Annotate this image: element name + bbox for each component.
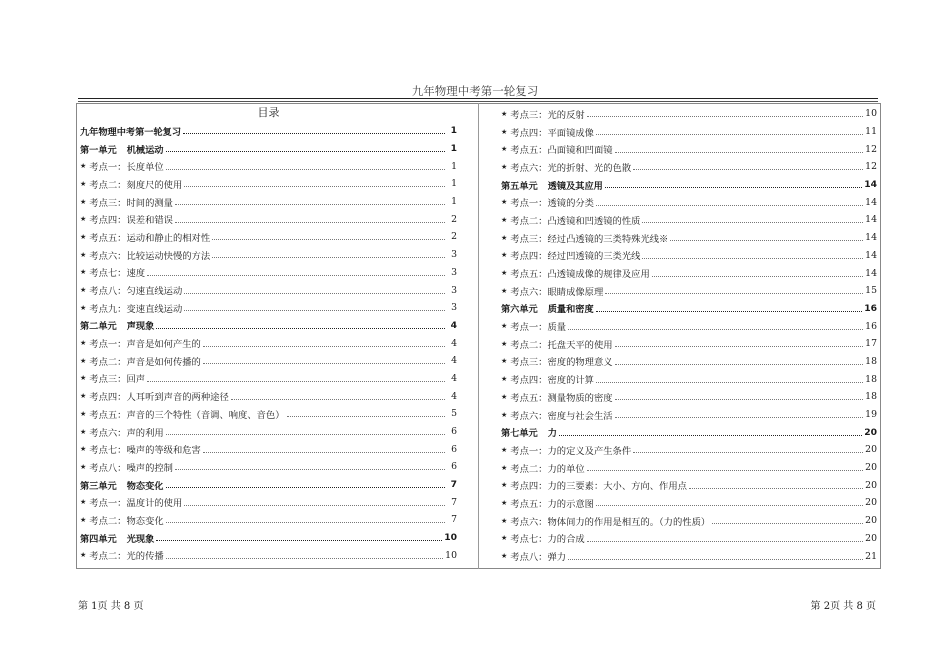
star-icon: ★ xyxy=(80,445,87,454)
column-divider xyxy=(478,103,479,569)
dot-leader xyxy=(175,204,445,205)
toc-page-number: 3 xyxy=(451,284,457,296)
toc-item[interactable] xyxy=(80,210,457,228)
toc-item-label: 考点五：运动和静止的相对性 xyxy=(89,232,211,244)
dot-leader xyxy=(203,452,445,453)
toc-page-number: 10 xyxy=(445,549,457,561)
toc-item-label: 考点六：眼睛成像原理 xyxy=(510,286,604,298)
dot-leader xyxy=(147,381,445,382)
toc-page-number: 7 xyxy=(451,496,457,508)
toc-heading: 目录 xyxy=(257,106,280,119)
toc-item-label: 考点一：声音是如何产生的 xyxy=(89,339,201,351)
toc-section[interactable] xyxy=(80,317,457,335)
toc-page-number: 14 xyxy=(865,196,877,208)
toc-left-column xyxy=(80,105,457,564)
toc-section-title: 透镜及其应用 xyxy=(547,180,603,192)
toc-section-title: 物态变化 xyxy=(126,480,164,492)
toc-section[interactable] xyxy=(80,140,457,158)
star-icon: ★ xyxy=(501,127,508,136)
toc-item-label: 考点一：质量 xyxy=(510,322,567,334)
dot-leader xyxy=(596,205,863,206)
toc-page-number: 18 xyxy=(865,391,877,403)
header-rule-secondary xyxy=(78,101,878,102)
toc-item-label: 考点六：物体间力的作用是相互的。（力的性质） xyxy=(510,516,711,528)
toc-item-label: 考点四：经过凹透镜的三类光线 xyxy=(510,251,641,263)
page-header-title: 九年物理中考第一轮复习 xyxy=(411,84,539,98)
dot-leader xyxy=(615,399,864,400)
toc-item-label: 考点五：凸透镜成像的规律及应用 xyxy=(510,269,650,281)
toc-item[interactable] xyxy=(501,530,877,548)
toc-item[interactable] xyxy=(80,228,457,246)
dot-leader xyxy=(605,293,863,294)
dot-leader xyxy=(184,293,445,294)
toc-item[interactable] xyxy=(501,247,877,265)
star-icon: ★ xyxy=(501,286,508,295)
toc-page-number: 1 xyxy=(450,143,457,155)
toc-page-number: 21 xyxy=(865,550,877,562)
toc-item-label: 考点三：光的反射 xyxy=(510,109,585,121)
star-icon: ★ xyxy=(501,357,508,366)
toc-item-label: 考点六：声的利用 xyxy=(89,427,164,439)
toc-page-number: 6 xyxy=(451,443,457,455)
dot-leader xyxy=(203,363,445,364)
toc-item-label: 考点二：力的单位 xyxy=(510,463,585,475)
toc-page-number: 18 xyxy=(865,373,877,385)
toc-item-label: 考点四：密度的计算 xyxy=(510,375,594,387)
dot-leader xyxy=(175,222,445,223)
dot-leader xyxy=(166,151,446,152)
toc-page-number: 12 xyxy=(865,161,877,173)
toc-page-number: 14 xyxy=(865,214,877,226)
toc-item[interactable] xyxy=(501,547,877,565)
star-icon: ★ xyxy=(501,269,508,278)
toc-page-number: 2 xyxy=(451,213,457,225)
dot-leader xyxy=(203,346,445,347)
dot-leader xyxy=(587,541,863,542)
toc-item-label: 考点九：变速直线运动 xyxy=(89,303,183,315)
toc-item[interactable] xyxy=(501,406,877,424)
toc-page-number: 1 xyxy=(451,178,457,190)
dot-leader xyxy=(184,505,445,506)
toc-item[interactable] xyxy=(80,246,457,264)
toc-item-label: 考点七：速度 xyxy=(89,268,146,280)
toc-section[interactable] xyxy=(501,176,877,194)
star-icon: ★ xyxy=(501,534,508,543)
star-icon: ★ xyxy=(80,462,87,471)
toc-item-label: 考点五：声音的三个特性（音调、响度、音色） xyxy=(89,409,285,421)
toc-item-label: 考点一：力的定义及产生条件 xyxy=(510,445,632,457)
dot-leader xyxy=(670,240,863,241)
star-icon: ★ xyxy=(80,374,87,383)
star-icon: ★ xyxy=(80,215,87,224)
star-icon: ★ xyxy=(80,197,87,206)
toc-item-label: 考点五：测量物质的密度 xyxy=(510,392,613,404)
dot-leader xyxy=(652,276,863,277)
toc-item[interactable] xyxy=(80,299,457,317)
toc-page-number: 20 xyxy=(865,515,877,527)
star-icon: ★ xyxy=(80,286,87,295)
dot-leader xyxy=(231,399,445,400)
toc-item-label: 考点一：透镜的分类 xyxy=(510,198,594,210)
star-icon: ★ xyxy=(80,356,87,365)
dot-leader xyxy=(596,311,863,312)
star-icon: ★ xyxy=(501,109,508,118)
dot-leader xyxy=(689,488,863,489)
toc-page-number: 1 xyxy=(450,125,457,137)
dot-leader xyxy=(184,186,445,187)
star-icon: ★ xyxy=(501,233,508,242)
toc-item-label: 考点六：光的折射、光的色散 xyxy=(510,162,632,174)
footer-page-left: 第 1页 共 8 页 xyxy=(78,601,144,612)
star-icon: ★ xyxy=(80,303,87,312)
toc-page-number: 20 xyxy=(865,444,877,456)
toc-item-label: 考点二：声音是如何传播的 xyxy=(89,356,201,368)
dot-leader xyxy=(183,133,445,134)
dot-leader xyxy=(287,416,445,417)
dot-leader xyxy=(615,152,864,153)
toc-item-label: 考点四：平面镜成像 xyxy=(510,127,594,139)
toc-section-unit: 第六单元 xyxy=(501,304,538,316)
toc-section-title: 力 xyxy=(547,428,557,440)
toc-section[interactable] xyxy=(80,529,457,547)
toc-item[interactable] xyxy=(501,193,877,211)
star-icon: ★ xyxy=(80,409,87,418)
dot-leader xyxy=(633,169,863,170)
star-icon: ★ xyxy=(80,392,87,401)
toc-item[interactable] xyxy=(501,264,877,282)
toc-right-column xyxy=(501,105,877,565)
toc-section[interactable] xyxy=(80,476,457,494)
dot-leader xyxy=(712,523,863,524)
toc-page-number: 20 xyxy=(865,497,877,509)
toc-item[interactable] xyxy=(501,353,877,371)
dot-leader xyxy=(642,222,863,223)
toc-item[interactable] xyxy=(501,105,877,123)
dot-leader xyxy=(615,417,864,418)
dot-leader xyxy=(596,505,863,506)
toc-item-label: 考点四：力的三要素：大小、方向、作用点 xyxy=(510,481,687,493)
toc-item-label: 考点七：噪声的等级和危害 xyxy=(89,445,201,457)
toc-item-label: 考点七：力的合成 xyxy=(510,534,585,546)
toc-page-number: 10 xyxy=(444,532,457,544)
star-icon: ★ xyxy=(80,515,87,524)
toc-page-number: 14 xyxy=(865,249,877,261)
toc-item[interactable] xyxy=(501,335,877,353)
toc-page-number: 7 xyxy=(450,479,457,491)
toc-item[interactable] xyxy=(501,441,877,459)
toc-item-label: 考点二：托盘天平的使用 xyxy=(510,339,613,351)
star-icon: ★ xyxy=(501,410,508,419)
toc-title-label: 九年物理中考第一轮复习 xyxy=(80,126,182,138)
toc-item-label: 考点三：密度的物理意义 xyxy=(510,357,613,369)
toc-item[interactable] xyxy=(80,440,457,458)
toc-item[interactable] xyxy=(501,123,877,141)
toc-item[interactable] xyxy=(80,387,457,405)
star-icon: ★ xyxy=(501,516,508,525)
toc-page-number: 20 xyxy=(864,426,877,438)
dot-leader xyxy=(147,275,445,276)
toc-section[interactable] xyxy=(501,300,877,318)
star-icon: ★ xyxy=(80,339,87,348)
toc-item[interactable] xyxy=(80,352,457,370)
header-rule xyxy=(78,98,878,99)
dot-leader xyxy=(166,522,445,523)
toc-section-unit: 第七单元 xyxy=(501,428,538,440)
toc-section-title: 机械运动 xyxy=(126,144,164,156)
toc-item-label: 考点八：弹力 xyxy=(510,552,567,564)
dot-leader xyxy=(587,470,863,471)
toc-item[interactable] xyxy=(80,264,457,282)
toc-page-number: 20 xyxy=(865,462,877,474)
dot-leader xyxy=(156,540,442,541)
toc-page-number: 12 xyxy=(865,143,877,155)
toc-item[interactable] xyxy=(80,405,457,423)
toc-page-number: 4 xyxy=(451,337,457,349)
toc-page-number: 1 xyxy=(451,160,457,172)
toc-item-label: 考点五：力的示意图 xyxy=(510,498,594,510)
toc-item-label: 考点八：噪声的控制 xyxy=(89,462,173,474)
toc-page-number: 5 xyxy=(451,408,457,420)
toc-item-label: 考点二：凸透镜和凹透镜的性质 xyxy=(510,215,641,227)
toc-page-number: 16 xyxy=(865,320,877,332)
toc-page-number: 11 xyxy=(865,126,877,138)
toc-section-unit: 第五单元 xyxy=(501,180,538,192)
star-icon: ★ xyxy=(501,162,508,171)
dot-leader xyxy=(596,382,863,383)
toc-page-number: 4 xyxy=(451,355,457,367)
dot-leader xyxy=(175,469,445,470)
toc-item-label: 考点三：回声 xyxy=(89,374,146,386)
toc-title-entry[interactable] xyxy=(80,122,457,140)
dot-leader xyxy=(184,310,445,311)
dot-leader xyxy=(587,116,863,117)
toc-item[interactable] xyxy=(501,494,877,512)
toc-page-number: 17 xyxy=(865,338,877,350)
toc-page-number: 15 xyxy=(865,285,877,297)
toc-item[interactable] xyxy=(501,158,877,176)
star-icon: ★ xyxy=(501,251,508,260)
toc-item-label: 考点一：温度计的使用 xyxy=(89,498,183,510)
star-icon: ★ xyxy=(501,445,508,454)
toc-page-number: 6 xyxy=(451,461,457,473)
toc-section-unit: 第三单元 xyxy=(80,480,117,492)
toc-page-number: 4 xyxy=(451,372,457,384)
star-icon: ★ xyxy=(501,498,508,507)
star-icon: ★ xyxy=(80,179,87,188)
dot-leader xyxy=(615,364,864,365)
toc-page-number: 3 xyxy=(451,249,457,261)
toc-item-label: 考点八：匀速直线运动 xyxy=(89,286,183,298)
dot-leader xyxy=(615,346,864,347)
toc-item[interactable] xyxy=(501,512,877,530)
toc-section-unit: 第四单元 xyxy=(80,533,117,545)
toc-item[interactable] xyxy=(501,282,877,300)
dot-leader xyxy=(568,329,863,330)
toc-section[interactable] xyxy=(501,423,877,441)
toc-item[interactable] xyxy=(80,370,457,388)
toc-item-label: 考点五：凸面镜和凹面镜 xyxy=(510,145,613,157)
toc-item[interactable] xyxy=(501,229,877,247)
toc-page-number: 3 xyxy=(451,302,457,314)
dot-leader xyxy=(642,258,863,259)
toc-item[interactable] xyxy=(501,211,877,229)
toc-page-number: 20 xyxy=(865,532,877,544)
toc-page-number: 16 xyxy=(864,302,877,314)
dot-leader xyxy=(156,328,445,329)
star-icon: ★ xyxy=(80,427,87,436)
star-icon: ★ xyxy=(80,250,87,259)
toc-page-number: 18 xyxy=(865,355,877,367)
dot-leader xyxy=(166,558,443,559)
toc-item[interactable] xyxy=(80,193,457,211)
toc-item-label: 考点三：经过凸透镜的三类特殊光线※ xyxy=(510,233,669,245)
toc-item-label: 考点四：人耳听到声音的两种途径 xyxy=(89,392,229,404)
toc-item[interactable] xyxy=(501,459,877,477)
toc-page-number: 1 xyxy=(451,196,457,208)
toc-item[interactable] xyxy=(80,493,457,511)
toc-item[interactable] xyxy=(80,458,457,476)
toc-section-title: 光现象 xyxy=(126,533,155,545)
toc-item[interactable] xyxy=(80,511,457,529)
dot-leader xyxy=(212,257,445,258)
toc-page-number: 2 xyxy=(451,231,457,243)
dot-leader xyxy=(166,487,446,488)
toc-page-number: 14 xyxy=(865,232,877,244)
toc-page-number: 10 xyxy=(865,108,877,120)
star-icon: ★ xyxy=(501,552,508,561)
star-icon: ★ xyxy=(501,339,508,348)
dot-leader xyxy=(559,435,862,436)
toc-item[interactable] xyxy=(501,317,877,335)
dot-leader xyxy=(605,187,862,188)
toc-item[interactable] xyxy=(501,388,877,406)
dot-leader xyxy=(212,239,445,240)
star-icon: ★ xyxy=(501,215,508,224)
dot-leader xyxy=(166,434,445,435)
toc-item[interactable] xyxy=(501,476,877,494)
toc-item[interactable] xyxy=(80,175,457,193)
toc-section-title: 声现象 xyxy=(126,321,155,333)
toc-item-label: 考点二：刻度尺的使用 xyxy=(89,179,183,191)
toc-item-label: 考点二：物态变化 xyxy=(89,515,164,527)
toc-item-label: 考点一：长度单位 xyxy=(89,162,164,174)
toc-page-number: 14 xyxy=(864,179,877,191)
dot-leader xyxy=(166,169,445,170)
dot-leader xyxy=(596,134,863,135)
star-icon: ★ xyxy=(501,375,508,384)
toc-page-number: 4 xyxy=(450,319,457,331)
footer-page-right: 第 2页 共 8 页 xyxy=(810,601,876,612)
toc-item[interactable] xyxy=(80,423,457,441)
toc-section-title: 质量和密度 xyxy=(547,304,594,316)
dot-leader xyxy=(568,559,863,560)
toc-item-label: 考点六：比较运动快慢的方法 xyxy=(89,250,211,262)
toc-item[interactable] xyxy=(80,334,457,352)
star-icon: ★ xyxy=(80,551,87,560)
toc-item[interactable] xyxy=(80,281,457,299)
star-icon: ★ xyxy=(501,392,508,401)
star-icon: ★ xyxy=(80,268,87,277)
toc-page-number: 20 xyxy=(865,479,877,491)
toc-item[interactable] xyxy=(80,157,457,175)
star-icon: ★ xyxy=(501,145,508,154)
star-icon: ★ xyxy=(501,198,508,207)
toc-item[interactable] xyxy=(501,140,877,158)
dot-leader xyxy=(633,452,863,453)
star-icon: ★ xyxy=(80,498,87,507)
toc-item[interactable] xyxy=(501,370,877,388)
toc-section-unit: 第二单元 xyxy=(80,321,117,333)
toc-section-unit: 第一单元 xyxy=(80,144,117,156)
toc-item-label: 考点四：误差和错误 xyxy=(89,215,173,227)
toc-item[interactable] xyxy=(80,547,457,565)
star-icon: ★ xyxy=(501,481,508,490)
toc-item-label: 考点六：密度与社会生活 xyxy=(510,410,613,422)
toc-item-label: 考点三：时间的测量 xyxy=(89,197,173,209)
star-icon: ★ xyxy=(80,232,87,241)
toc-page-number: 4 xyxy=(451,390,457,402)
toc-page-number: 7 xyxy=(451,514,457,526)
toc-page-number: 14 xyxy=(865,267,877,279)
toc-page-number: 6 xyxy=(451,426,457,438)
toc-page-number: 3 xyxy=(451,266,457,278)
toc-page-number: 19 xyxy=(865,409,877,421)
star-icon: ★ xyxy=(501,463,508,472)
star-icon: ★ xyxy=(80,162,87,171)
toc-item-label: 考点二：光的传播 xyxy=(89,551,164,563)
star-icon: ★ xyxy=(501,322,508,331)
